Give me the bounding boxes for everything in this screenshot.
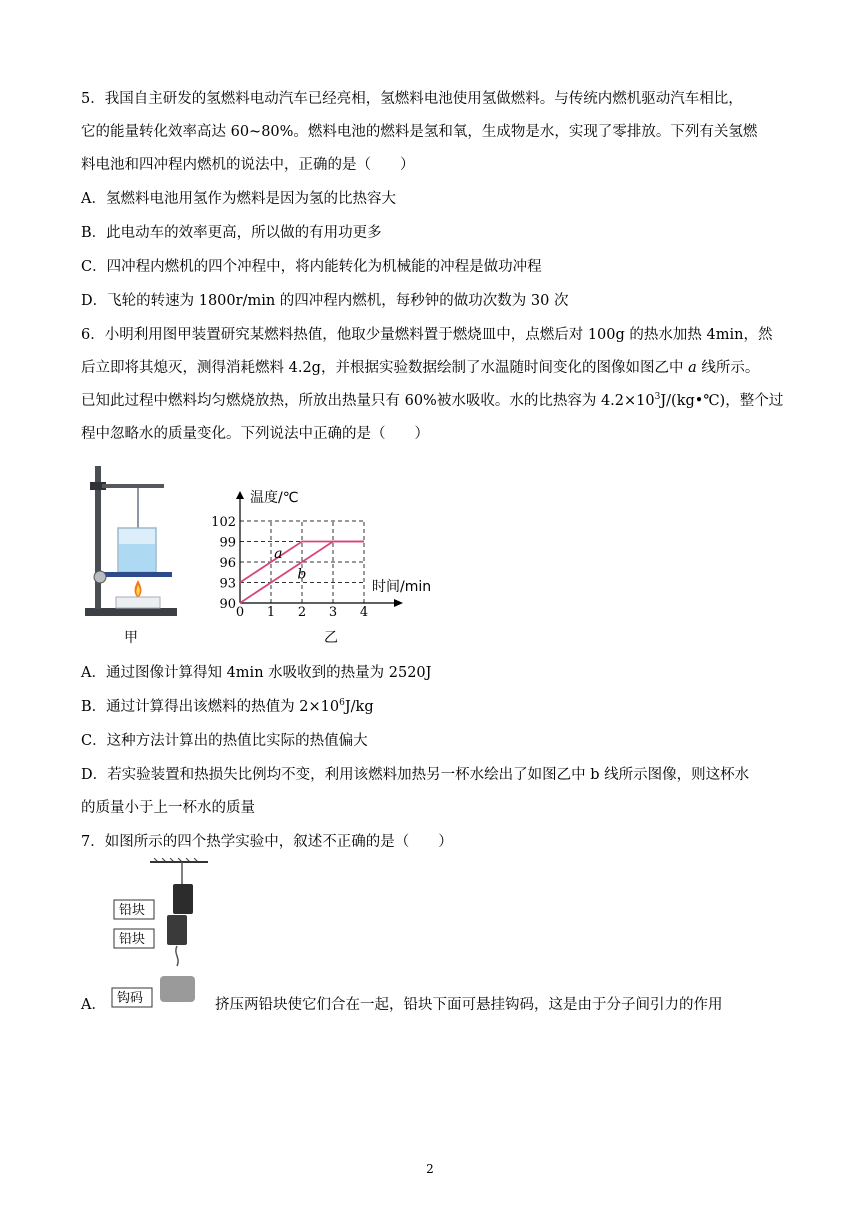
q6-option-a: A．通过图像计算得知 4min 水吸收到的热量为 2520J [81, 665, 432, 681]
chart-y-axis-label: 温度/℃ [250, 490, 299, 506]
q6-stem-line2 [81, 358, 759, 378]
q5-stem-line2: 它的能量转化效率高达 60~80%。燃料电池的燃料是氢和氧，生成物是水，实现了零排放。下列有关氢燃 [81, 124, 758, 140]
x-tick-label: 3 [328, 605, 338, 620]
q5-stem-line3: 料电池和四冲程内燃机的说法中，正确的是（ ） [81, 157, 415, 173]
q5-option-d: D．飞轮的转速为 1800r/min 的四冲程内燃机，每秒钟的做功次数为 30 次 [81, 293, 569, 309]
x-tick-label: 0 [235, 605, 245, 620]
q6-stem-line3 [81, 391, 783, 411]
y-tick-label: 99 [219, 535, 236, 551]
x-tick-label: 4 [359, 605, 369, 620]
hook-weight [160, 976, 195, 1002]
x-tick-label: 2 [297, 605, 307, 620]
q6-line2-part1: 后立即将其熄灭，测得消耗燃料 4.2g，并根据实验数据绘制了水温随时间变化的图像如图乙中 [81, 360, 689, 376]
q6-option-c: C．这种方法计算出的热值比实际的热值偏大 [81, 733, 368, 749]
figure-jia-label: 甲 [124, 630, 138, 646]
page-number: 2 [426, 1162, 434, 1176]
q6-optb-sup: 6 [339, 698, 345, 709]
q5-stem-line1: 5．我国自主研发的氢燃料电动汽车已经亮相，氢燃料电池使用氢做燃料。与传统内燃机驱动汽车相比， [81, 91, 743, 107]
q7-option-a-text: 挤压两铅块使它们合在一起，铅块下面可悬挂钩码，这是由于分子间引力的作用 [215, 997, 723, 1013]
y-axis-arrow [236, 491, 244, 499]
q6-optb-part1: B．通过计算得出该燃料的热值为 2×10 [81, 699, 340, 715]
q6-option-b [81, 697, 374, 717]
water [119, 544, 155, 571]
stand-base [85, 608, 177, 616]
series-label-b: b [297, 566, 307, 583]
clamp-arm [102, 484, 164, 488]
apparatus-figure [80, 460, 185, 620]
x-axis-arrow [394, 599, 403, 607]
chart-ticks [211, 515, 368, 620]
q6-line2-italic-a: a [688, 360, 697, 376]
y-tick-label: 90 [219, 597, 236, 612]
q6-stem-line4: 程中忽略水的质量变化。下列说法中正确的是（ ） [81, 426, 429, 442]
q6-line3-sup: 3 [654, 392, 661, 403]
q6-line3-part1: 已知此过程中燃料均匀燃烧放热，所放出热量只有 60%被水吸收。水的比热容为 4.2×10 [81, 393, 655, 409]
label-lead-2: 铅块 [119, 932, 146, 947]
q6-optb-part2: J/kg [344, 699, 374, 715]
lead-block-1 [173, 884, 193, 914]
ring-clamp-knob [94, 571, 106, 583]
label-lead-1: 铅块 [119, 903, 146, 918]
q7-option-a-letter: A． [81, 997, 106, 1013]
q6-option-d-line1: D．若实验装置和热损失比例均不变，利用该燃料加热另一杯水绘出了如图乙中 b 线所示图像，则这杯水 [81, 767, 750, 783]
series-label-a: a [274, 545, 283, 562]
label-weight: 钩码 [117, 991, 144, 1006]
x-tick-label: 1 [266, 605, 276, 620]
q5-option-c: C．四冲程内燃机的四个冲程中，将内能转化为机械能的冲程是做功冲程 [81, 259, 542, 275]
burner-dish [116, 597, 160, 608]
y-tick-label: 102 [211, 515, 236, 530]
q6-line3-part2: J/(kg•℃)，整个过 [660, 393, 784, 409]
q6-line2-part2: 线所示。 [696, 360, 760, 376]
hook [176, 946, 178, 966]
lead-blocks-figure [110, 858, 210, 1008]
figure-yi-label: 乙 [324, 630, 338, 646]
q5-option-b: B．此电动车的效率更高，所以做的有用功更多 [81, 225, 382, 241]
q7-stem: 7．如图所示的四个热学实验中，叙述不正确的是（ ） [81, 834, 453, 850]
q5-option-a: A．氢燃料电池用氢作为燃料是因为氢的比热容大 [81, 191, 396, 207]
temperature-chart [208, 485, 448, 620]
chart-x-axis-label: 时间/min [372, 579, 432, 595]
y-tick-label: 96 [219, 556, 236, 571]
q6-option-d-line2: 的质量小于上一杯水的质量 [81, 800, 255, 816]
lead-block-2 [167, 915, 187, 945]
ring-support [102, 572, 172, 577]
y-tick-label: 93 [219, 576, 236, 592]
q6-stem-line1: 6．小明利用图甲装置研究某燃料热值，他取少量燃料置于燃烧皿中，点燃后对 100g 的热水加热 4min，然 [81, 327, 773, 343]
